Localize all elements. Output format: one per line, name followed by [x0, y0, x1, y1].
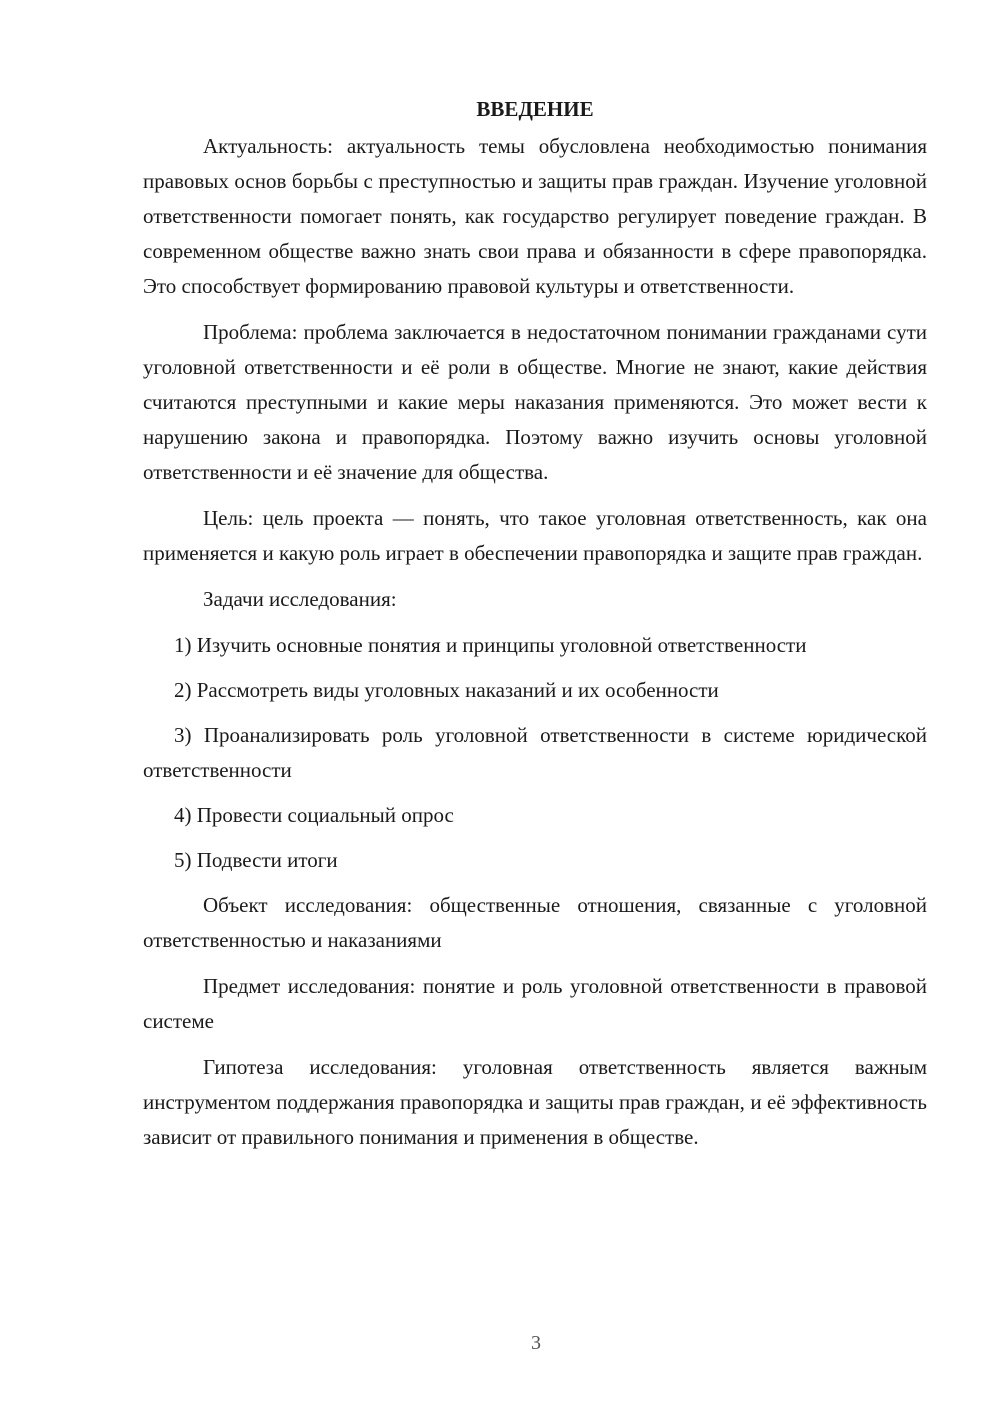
- problem-paragraph: Проблема: проблема заключается в недостаточном понимании гражданами сути уголовной ответственности и её роли в обществе. Многие не знают, какие действия считаются преступными и какие меры наказания применяются. Это может вести к нарушению закона и правопорядка. Поэтому важно изучить основы уголовной ответственности и её значение для общества.: [143, 320, 927, 484]
- task-item: 4) Провести социальный опрос: [174, 803, 454, 827]
- document-page: [143, 92, 927, 1166]
- section-heading: ВВЕДЕНИЕ: [476, 97, 594, 121]
- object-paragraph: Объект исследования: общественные отношения, связанные с уголовной ответственностью и наказаниями: [143, 893, 927, 952]
- task-item: 5) Подвести итоги: [174, 848, 338, 872]
- subject-paragraph: Предмет исследования: понятие и роль уголовной ответственности в правовой системе: [143, 974, 927, 1033]
- task-item: 2) Рассмотреть виды уголовных наказаний и их особенности: [174, 678, 719, 702]
- task-item: 3) Проанализировать роль уголовной ответственности в системе юридической ответственности: [143, 723, 927, 782]
- page-number: 3: [531, 1332, 541, 1354]
- hypothesis-paragraph: Гипотеза исследования: уголовная ответственность является важным инструментом поддержания правопорядка и защиты прав граждан, и её эффективность зависит от правильного понимания и применения в обществе.: [143, 1055, 927, 1149]
- goal-paragraph: Цель: цель проекта — понять, что такое уголовная ответственность, как она применяется и какую роль играет в обеспечении правопорядка и защите прав граждан.: [143, 506, 927, 565]
- relevance-paragraph: Актуальность: актуальность темы обусловлена необходимостью понимания правовых основ борьбы с преступностью и защиты прав граждан. Изучение уголовной ответственности помогает понять, как государство регулирует поведение граждан. В современном обществе важно знать свои права и обязанности в сфере правопорядка. Это способствует формированию правовой культуры и ответственности.: [143, 134, 927, 298]
- tasks-heading: Задачи исследования:: [203, 587, 397, 611]
- task-item: 1) Изучить основные понятия и принципы уголовной ответственности: [174, 633, 807, 657]
